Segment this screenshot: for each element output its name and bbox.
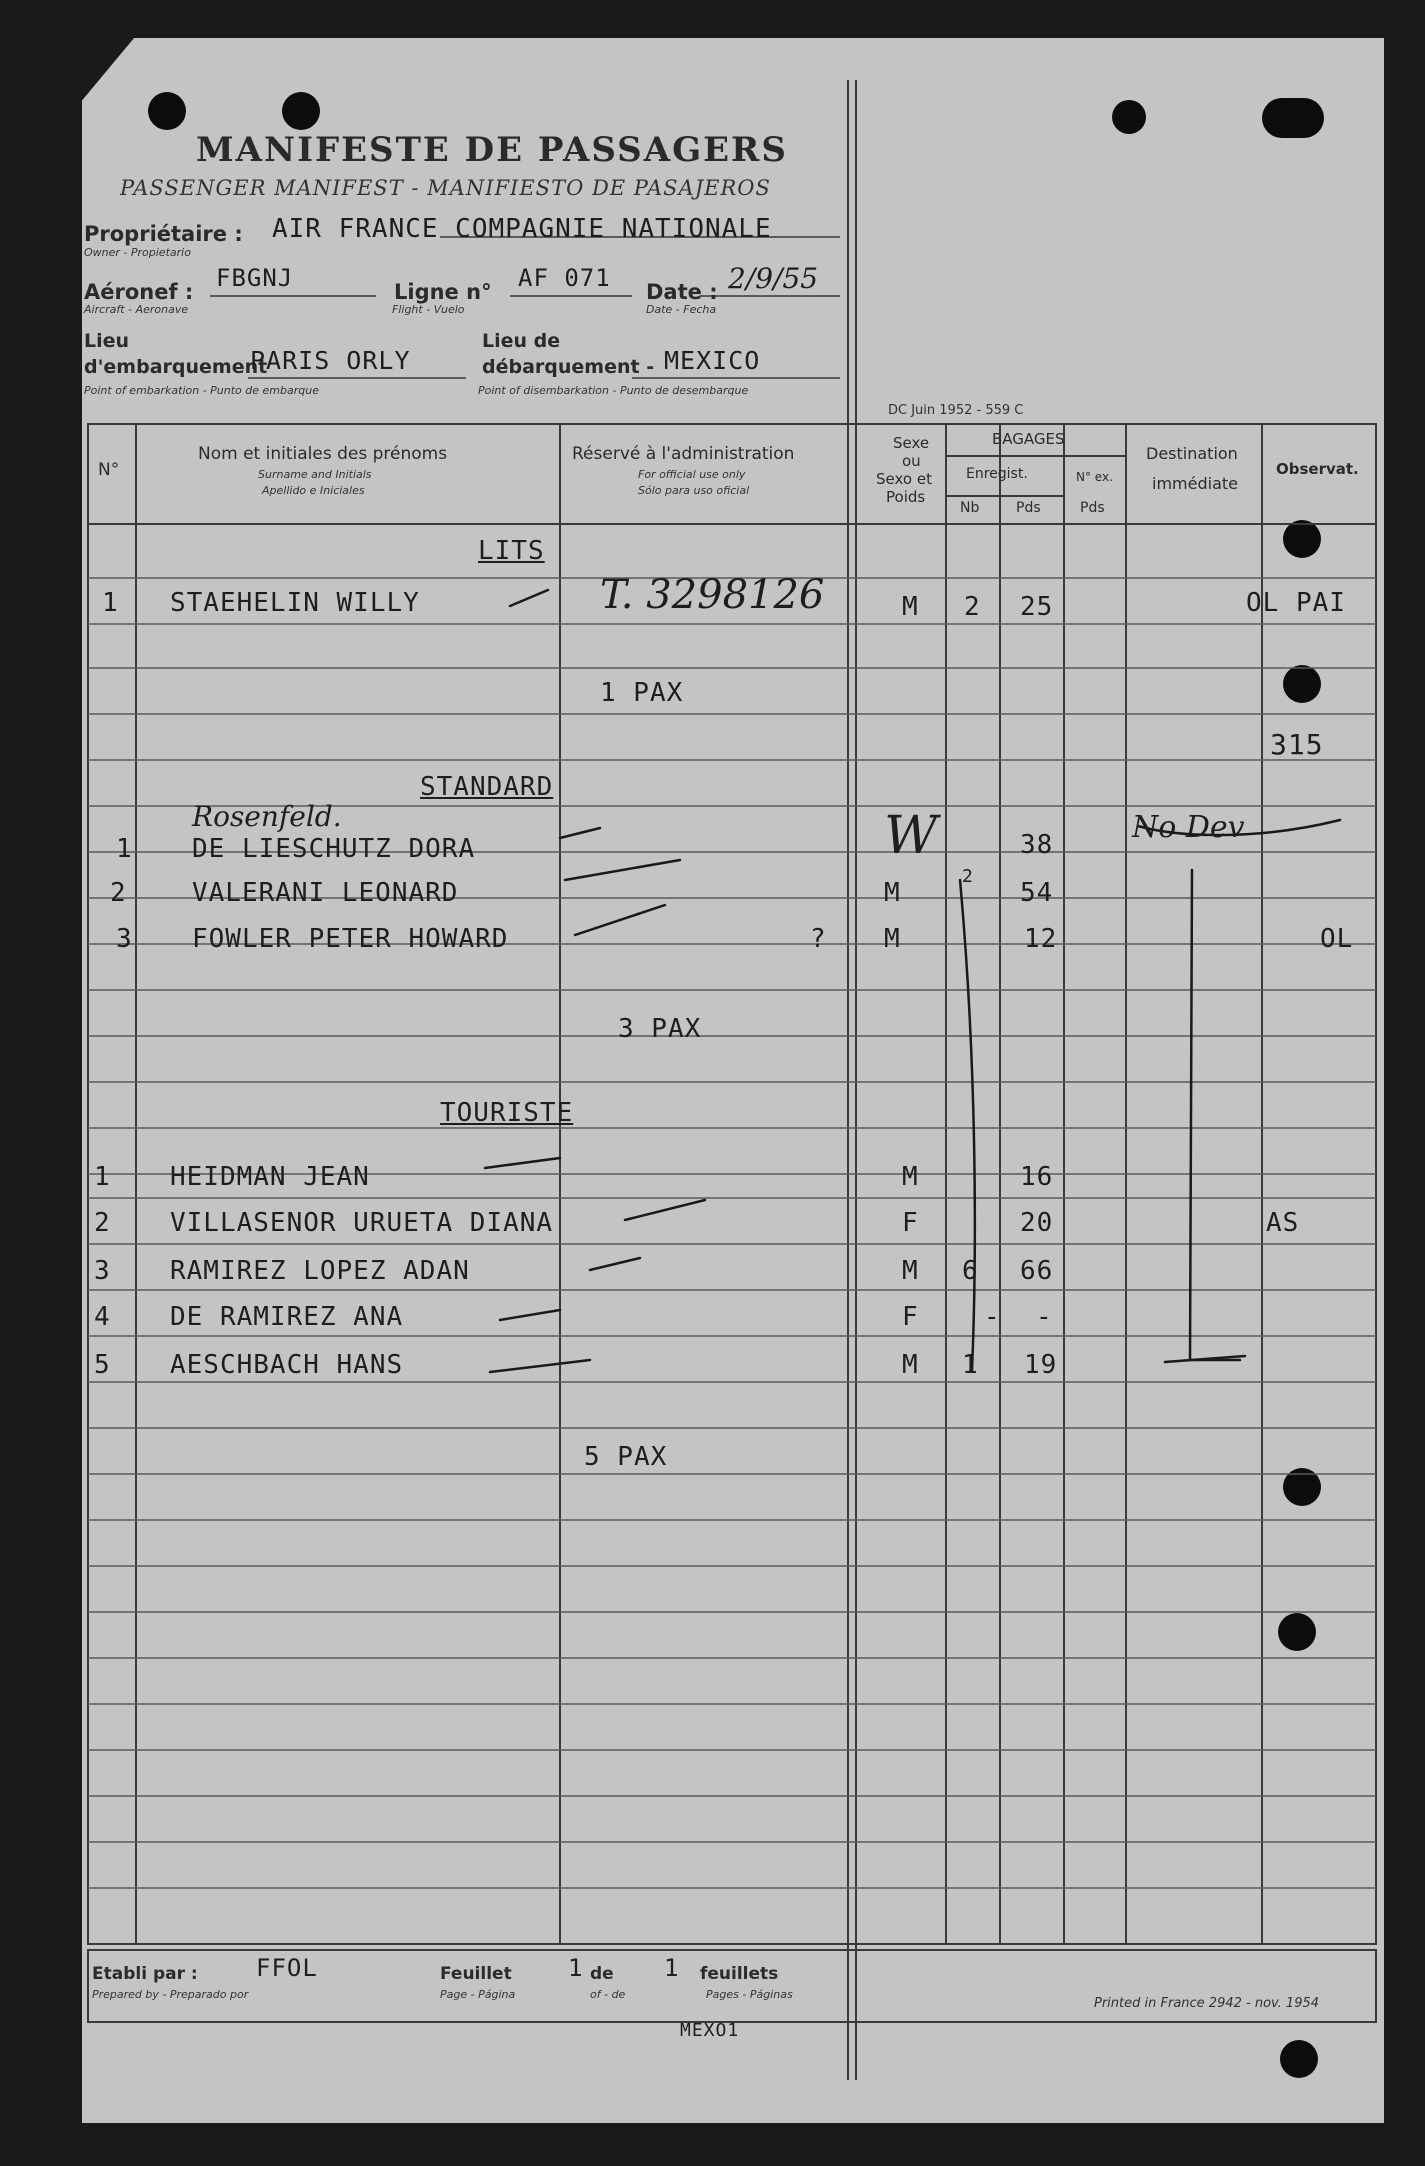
disembark-value: MEXICO bbox=[664, 346, 761, 375]
form-code: DC Juin 1952 - 559 C bbox=[888, 403, 1024, 418]
baggage-count: 2 bbox=[962, 866, 974, 887]
handwritten-annotation: Rosenfeld. bbox=[192, 800, 342, 833]
aircraft-value: FBGNJ bbox=[216, 264, 294, 292]
disembark-sub: Point of disembarkation - Punto de desembarque bbox=[478, 384, 749, 397]
baggage-count: 6 bbox=[962, 1256, 979, 1286]
row-number: 3 bbox=[94, 1256, 111, 1286]
baggage-weight: 16 bbox=[1020, 1162, 1054, 1192]
of-sub: of - de bbox=[590, 1988, 626, 2001]
col-no: N° bbox=[98, 460, 120, 480]
row-number: 1 bbox=[94, 1162, 111, 1192]
passenger-name: VALERANI LEONARD bbox=[192, 878, 459, 908]
col-sex-4: Poids bbox=[886, 488, 926, 506]
col-sex-2: ou bbox=[902, 452, 921, 470]
row-number: 1 bbox=[116, 834, 133, 864]
date-sub: Date - Fecha bbox=[646, 303, 717, 316]
prepared-value: FFOL bbox=[256, 1954, 318, 1982]
flight-sub: Flight - Vuelo bbox=[392, 303, 465, 316]
baggage-count: 1 bbox=[962, 1350, 979, 1380]
section-total: 5 PAX bbox=[584, 1442, 668, 1472]
col-name-sub-2: Apellido e Iniciales bbox=[262, 484, 365, 497]
baggage-weight: 38 bbox=[1020, 830, 1054, 860]
manifest-subtitle: PASSENGER MANIFEST - MANIFIESTO DE PASAJEROS bbox=[120, 176, 771, 200]
section-heading: STANDARD bbox=[420, 772, 554, 802]
section-heading: LITS bbox=[478, 536, 545, 566]
aircraft-sub: Aircraft - Aeronave bbox=[84, 303, 189, 316]
page-label: Feuillet bbox=[440, 1964, 512, 1984]
col-nex: N° ex. bbox=[1076, 470, 1113, 484]
stamp-code: MEXO1 bbox=[680, 2020, 740, 2041]
flight-label: Ligne n° bbox=[394, 280, 492, 304]
col-sex-3: Sexo et bbox=[876, 470, 932, 488]
prepared-label: Etabli par : bbox=[92, 1964, 198, 1984]
col-obs: Observat. bbox=[1276, 460, 1359, 478]
passenger-name: RAMIREZ LOPEZ ADAN bbox=[170, 1256, 470, 1286]
row-number: 3 bbox=[116, 924, 133, 954]
baggage-weight: 19 bbox=[1024, 1350, 1058, 1380]
date-label: Date : bbox=[646, 280, 718, 304]
date-value: 2/9/55 bbox=[728, 262, 819, 295]
disembark-label-1: Lieu de bbox=[482, 330, 561, 352]
baggage-weight: 12 bbox=[1024, 924, 1058, 954]
pages-sub: Pages - Páginas bbox=[706, 1988, 793, 2001]
admin-query: ? bbox=[810, 924, 827, 954]
embark-label-2: d'embarquement bbox=[84, 356, 268, 378]
page-value: 1 bbox=[568, 1954, 584, 1982]
baggage-count: 2 bbox=[964, 592, 981, 622]
embark-value: PARIS ORLY bbox=[250, 346, 411, 375]
col-pds: Pds bbox=[1016, 500, 1041, 516]
passenger-sex: M bbox=[884, 878, 901, 908]
passenger-name: VILLASENOR URUETA DIANA bbox=[170, 1208, 554, 1238]
col-name: Nom et initiales des prénoms bbox=[198, 444, 448, 464]
col-admin-sub-2: Sólo para uso oficial bbox=[638, 484, 750, 497]
baggage-weight: 25 bbox=[1020, 592, 1054, 622]
col-admin-sub-1: For official use only bbox=[638, 468, 746, 481]
flight-value: AF 071 bbox=[518, 264, 611, 292]
destination: No Dev bbox=[1132, 810, 1245, 845]
owner-label: Propriétaire : bbox=[84, 222, 243, 246]
observation: OL bbox=[1320, 924, 1354, 954]
col-nb: Nb bbox=[960, 500, 980, 516]
section-heading: TOURISTE bbox=[440, 1098, 574, 1128]
embark-sub: Point of embarkation - Punto de embarque bbox=[84, 384, 319, 397]
total-pages-value: 1 bbox=[664, 1954, 680, 1982]
manifest-title: MANIFESTE DE PASSAGERS bbox=[196, 130, 788, 170]
passenger-name: HEIDMAN JEAN bbox=[170, 1162, 370, 1192]
printed-note: Printed in France 2942 - nov. 1954 bbox=[1094, 1996, 1320, 2011]
col-sex-1: Sexe bbox=[893, 434, 930, 452]
owner-sub: Owner - Propietario bbox=[84, 246, 191, 259]
passenger-name: AESCHBACH HANS bbox=[170, 1350, 404, 1380]
passenger-sex: M bbox=[902, 1350, 919, 1380]
col-enreg: Enregist. bbox=[966, 466, 1028, 482]
disembark-label-2: débarquement - bbox=[482, 356, 655, 378]
passenger-sex: M bbox=[884, 924, 901, 954]
passenger-sex: M bbox=[902, 592, 919, 622]
section-total: 3 PAX bbox=[618, 1014, 702, 1044]
col-dest-1: Destination bbox=[1146, 444, 1238, 463]
aircraft-label: Aéronef : bbox=[84, 280, 194, 304]
of-label: de bbox=[590, 1964, 614, 1984]
passenger-name: DE RAMIREZ ANA bbox=[170, 1302, 404, 1332]
page-sub: Page - Página bbox=[440, 1988, 516, 2001]
observation: AS bbox=[1266, 1208, 1300, 1238]
baggage-weight: - bbox=[1036, 1302, 1053, 1332]
baggage-count: - bbox=[984, 1302, 1001, 1332]
owner-value: AIR FRANCE COMPAGNIE NATIONALE bbox=[272, 214, 772, 244]
ticket-number: T. 3298126 bbox=[600, 572, 825, 618]
col-name-sub-1: Surname and Initials bbox=[258, 468, 372, 481]
passenger-sex: F bbox=[902, 1302, 919, 1332]
row-number: 4 bbox=[94, 1302, 111, 1332]
col-pds2: Pds bbox=[1080, 500, 1105, 516]
baggage-weight: 54 bbox=[1020, 878, 1054, 908]
observation: OL PAI bbox=[1246, 588, 1346, 618]
baggage-weight: 20 bbox=[1020, 1208, 1054, 1238]
observation-note: 315 bbox=[1270, 728, 1324, 761]
row-number: 2 bbox=[110, 878, 127, 908]
passenger-sex: M bbox=[902, 1162, 919, 1192]
pages-label: feuillets bbox=[700, 1964, 779, 1984]
passenger-name: FOWLER PETER HOWARD bbox=[192, 924, 509, 954]
col-dest-2: immédiate bbox=[1152, 474, 1238, 493]
prepared-sub: Prepared by - Preparado por bbox=[92, 1988, 249, 2001]
row-number: 5 bbox=[94, 1350, 111, 1380]
passenger-name: STAEHELIN WILLY bbox=[170, 588, 420, 618]
passenger-name: DE LIESCHUTZ DORA bbox=[192, 834, 476, 864]
row-number: 1 bbox=[102, 588, 119, 618]
passenger-sex: W bbox=[884, 806, 938, 866]
col-admin: Réservé à l'administration bbox=[572, 444, 795, 464]
embark-label-1: Lieu bbox=[84, 330, 130, 352]
baggage-weight: 66 bbox=[1020, 1256, 1054, 1286]
col-bagages: BAGAGES bbox=[992, 430, 1065, 448]
section-total: 1 PAX bbox=[600, 678, 684, 708]
passenger-sex: M bbox=[902, 1256, 919, 1286]
row-number: 2 bbox=[94, 1208, 111, 1238]
passenger-sex: F bbox=[902, 1208, 919, 1238]
